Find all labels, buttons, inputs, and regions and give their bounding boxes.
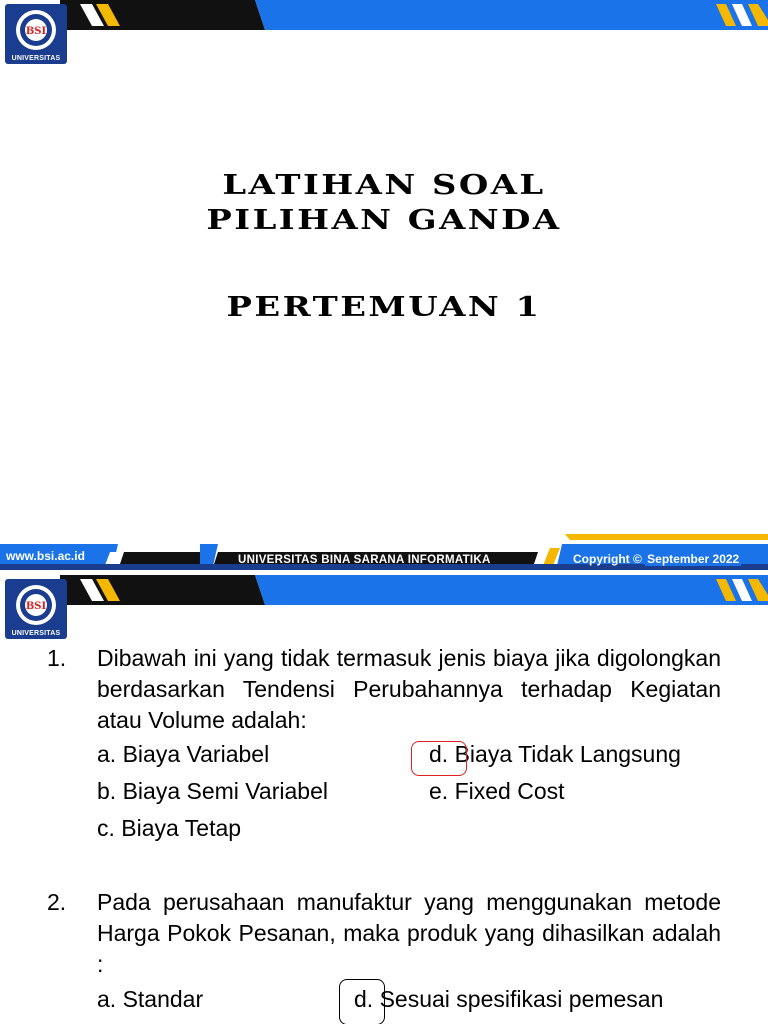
option-b[interactable]: b. Biaya Semi Variabel bbox=[97, 778, 328, 804]
slide-title-line1: LATIHAN SOAL bbox=[222, 170, 546, 201]
svg-text:BSI: BSI bbox=[25, 601, 47, 612]
option-e[interactable]: e. Fixed Cost bbox=[429, 778, 565, 804]
option-d[interactable]: d. Sesuai spesifikasi pemesan bbox=[354, 986, 664, 1012]
answer-mark-circle bbox=[339, 979, 385, 1024]
question-number: 2. bbox=[47, 889, 67, 915]
copyright-prefix: Copyright © bbox=[573, 552, 646, 566]
question-number: 1. bbox=[47, 645, 67, 671]
header-band bbox=[0, 575, 768, 605]
university-logo bbox=[5, 4, 67, 64]
slide-title-line2: PILIHAN GANDA bbox=[206, 205, 562, 236]
option-a[interactable]: a. Standar bbox=[97, 986, 204, 1012]
option-a[interactable]: a. Biaya Variabel bbox=[97, 741, 270, 767]
question-text: Pada perusahaan manufaktur yang menggunakan metode Harga Pokok Pesanan, maka produk yang dihasilkan adalah : bbox=[97, 889, 721, 977]
question-text: Dibawah ini yang tidak termasuk jenis biaya jika digolongkan berdasarkan Tendensi Perubahannya terhadap Kegiatan atau Volume adalah: bbox=[97, 645, 721, 733]
footer-url: www.bsi.ac.id bbox=[6, 549, 85, 563]
logo-label: UNIVERSITAS bbox=[11, 630, 61, 637]
slide-subtitle: PERTEMUAN 1 bbox=[226, 292, 542, 323]
footer-band bbox=[0, 534, 768, 570]
svg-text:BSI: BSI bbox=[25, 26, 47, 37]
logo-label: UNIVERSITAS bbox=[11, 55, 61, 62]
copyright-date: September 2022 bbox=[647, 552, 740, 566]
option-d[interactable]: d. Biaya Tidak Langsung bbox=[429, 741, 681, 767]
footer-copyright bbox=[573, 552, 741, 566]
university-logo bbox=[5, 579, 67, 639]
footer-university: UNIVERSITAS BINA SARANA INFORMATIKA bbox=[238, 554, 491, 566]
option-c[interactable]: c. Biaya Tetap bbox=[97, 815, 242, 841]
question-slide bbox=[0, 575, 768, 1024]
header-band bbox=[0, 0, 768, 30]
answer-mark-circle bbox=[411, 741, 467, 776]
